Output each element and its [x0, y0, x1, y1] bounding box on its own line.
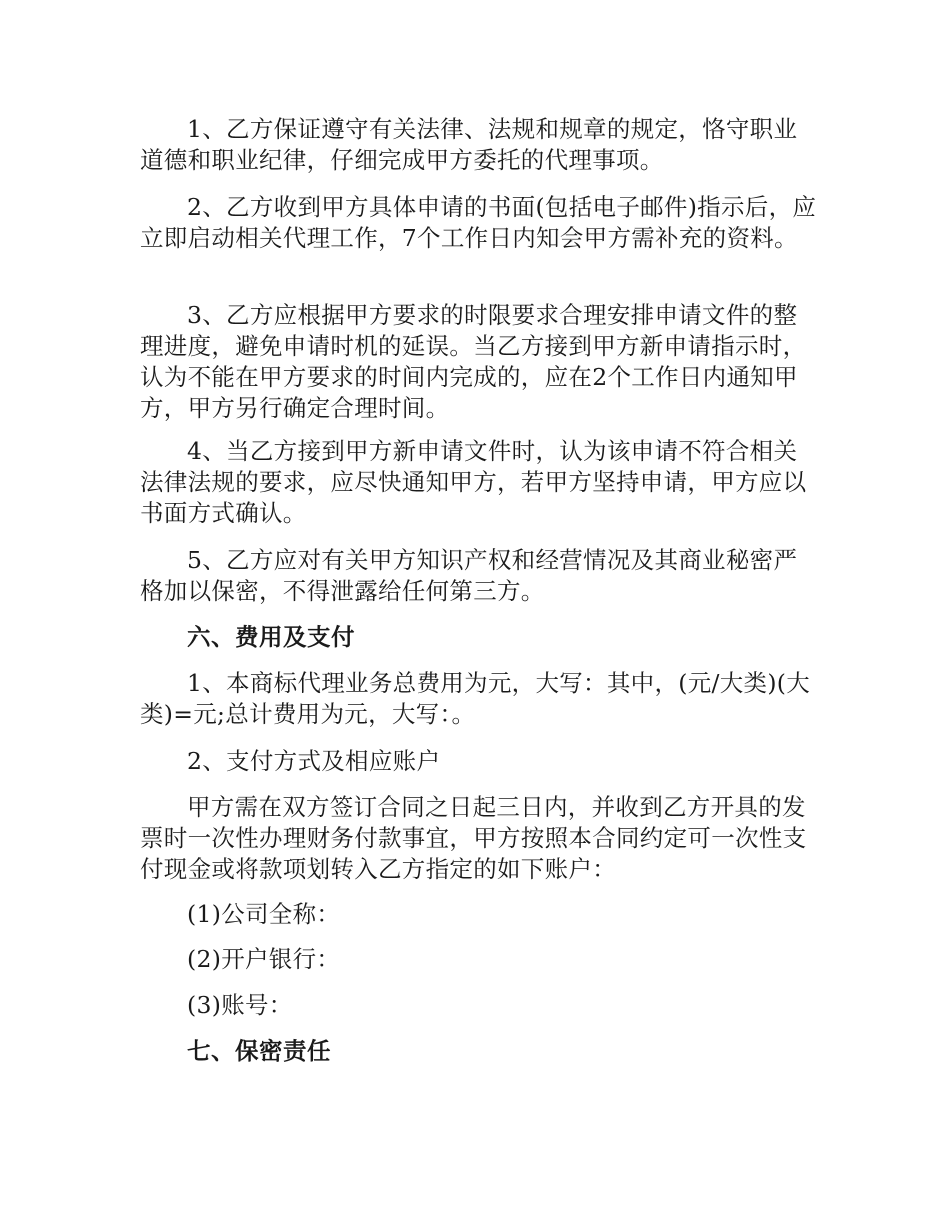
paragraph-payment-method: 2、支付方式及相应账户	[187, 747, 441, 775]
section-heading-confidentiality: 七、保密责任	[187, 1037, 331, 1065]
paragraph-obligation-5: 5、乙方应对有关甲方知识产权和经营情况及其商业秘密严格加以保密，不得泄露给任何第三方。	[140, 546, 798, 605]
paragraph-fee-total: 1、本商标代理业务总费用为元，大写：其中，(元/大类)(大类)=元;总计费用为元，大写：。	[140, 669, 811, 728]
paragraph-company-name: (1)公司全称：	[187, 900, 341, 928]
paragraph-obligation-4: 4、当乙方接到甲方新申请文件时，认为该申请不符合相关法律法规的要求，应尽快通知甲方，若甲方坚持申请，甲方应以书面方式确认。	[140, 437, 807, 527]
paragraph-obligation-1: 1、乙方保证遵守有关法律、法规和规章的规定，恪守职业道德和职业纪律，仔细完成甲方委托的代理事项。	[140, 115, 798, 174]
paragraph-obligation-3: 3、乙方应根据甲方要求的时限要求合理安排申请文件的整理进度，避免申请时机的延误。当乙方接到甲方新申请指示时，认为不能在甲方要求的时间内完成的，应在2个工作日内通知甲方，甲方另行确定合理时间。	[140, 301, 807, 422]
paragraph-bank: (2)开户银行：	[187, 945, 341, 973]
paragraph-account-number: (3)账号：	[187, 991, 293, 1019]
section-heading-fees: 六、费用及支付	[187, 623, 355, 651]
paragraph-payment-terms: 甲方需在双方签订合同之日起三日内，并收到乙方开具的发票时一次性办理财务付款事宜，甲方按照本合同约定可一次性支付现金或将款项划转入乙方指定的如下账户：	[140, 793, 807, 883]
paragraph-obligation-2: 2、乙方收到甲方具体申请的书面(包括电子邮件)指示后，应立即启动相关代理工作，7个工作日内知会甲方需补充的资料。	[140, 193, 817, 252]
